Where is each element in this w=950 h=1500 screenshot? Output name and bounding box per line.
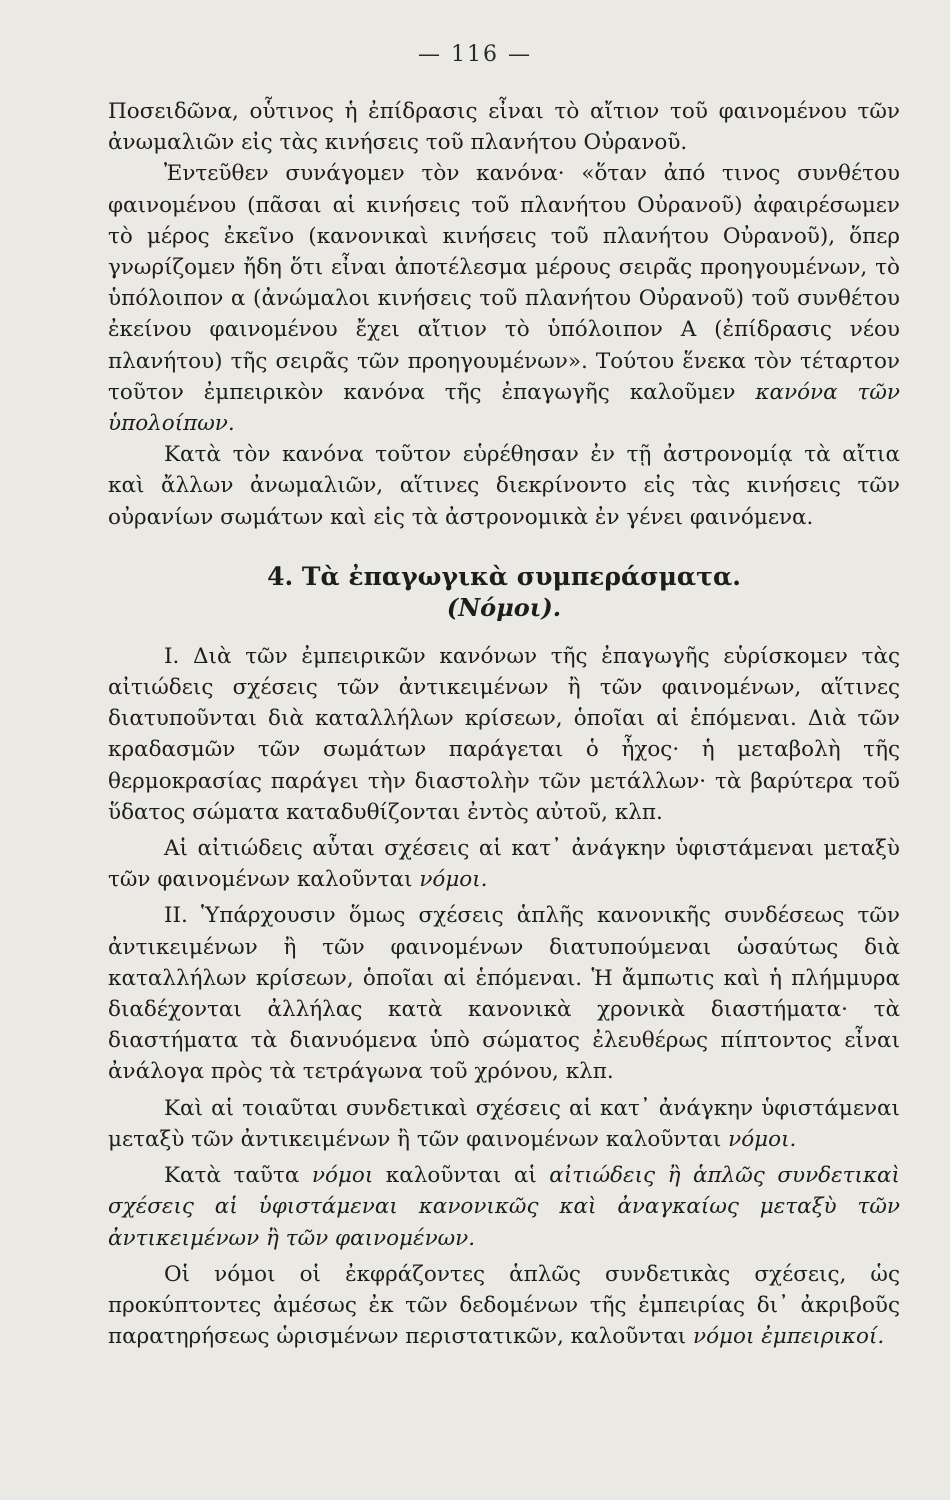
term-laws-2: νόμοι. [728, 1126, 797, 1152]
paragraph-9-text: Οἱ νόμοι οἱ ἐκφράζοντες ἁπλῶς συνδετικὰς σχέσεις, ὡς προκύπτοντες ἀμέσως ἐκ τῶν δεδομένων τῆς ἐμπειρίας δι᾽ ἀκριβοῦς παρατηρήσεως ὡρισμένων περιστατικῶν, καλοῦνται [108, 1261, 900, 1350]
definition-of-laws: αἰτιώδεις ἢ ἁπλῶς συνδετικαὶ σχέσεις αἱ ὑφιστάμεναι κανονικῶς καὶ ἀναγκαίως μεταξὺ τῶν ἀντικειμένων ἢ τῶν φαινομένων. [108, 1163, 900, 1251]
paragraph-2 [108, 158, 900, 439]
section-title: 4. Τὰ ἐπαγωγικὰ συμπεράσματα. [267, 561, 741, 591]
paragraph-7 [108, 1093, 900, 1155]
paragraph-5-text: Αἱ αἰτιώδεις αὗται σχέσεις αἱ κατ᾽ ἀνάγκην ὑφιστάμεναι μεταξὺ τῶν φαινομένων καλοῦνται [108, 836, 900, 893]
paragraph-9 [108, 1259, 900, 1353]
term-laws: νόμοι. [419, 867, 488, 893]
section-subtitle: (Νόμοι). [446, 592, 562, 622]
paragraph-4: I. Διὰ τῶν ἐμπειρικῶν κανόνων τῆς ἐπαγωγῆς εὑρίσκομεν τὰς αἰτιώδεις σχέσεις τῶν ἀντικειμένων ἢ τῶν φαινομένων, αἵτινες διατυποῦνται διὰ καταλλήλων κρίσεων, ὁποῖαι αἱ ἑπόμεναι. Διὰ τῶν κραδασμῶν τῶν σωμάτων παράγεται ὁ ἦχος· ἡ μεταβολὴ τῆς θερμοκρασίας παράγει τὴν διαστολὴν τῶν μετάλλων· τὰ βαρύτερα τοῦ ὕδατος σώματα καταδυθίζονται ἐντὸς αὐτοῦ, κλπ. [108, 643, 900, 825]
paragraph-3: Κατὰ τὸν κανόνα τοῦτον εὑρέθησαν ἐν τῇ ἀστρονομίᾳ τὰ αἴτια καὶ ἄλλων ἀνωμαλιῶν, αἵτινες διεκρίνοντο εἰς τὰς κινήσεις τῶν οὐρανίων σωμάτων καὶ εἰς τὰ ἀστρονομικὰ ἐν γένει φαινόμενα. [108, 442, 900, 530]
term-empirical-laws: νόμοι ἐμπειρικοί. [693, 1324, 885, 1350]
page-number: — 116 — [418, 42, 532, 67]
paragraph-1: Ποσειδῶνα, οὗτινος ἡ ἐπίδρασις εἶναι τὸ αἴτιον τοῦ φαινομένου τῶν ἀνωμαλιῶν εἰς τὰς κινήσεις τοῦ πλανήτου Οὐρανοῦ. [108, 99, 900, 156]
term-laws-3: νόμοι [311, 1163, 374, 1189]
page-body [108, 96, 900, 1352]
paragraph-5 [108, 833, 900, 895]
rule-of-remainders: κανόνα τῶν ὑπολοίπων. [108, 379, 900, 437]
paragraph-8 [108, 1160, 900, 1254]
paragraph-2-text: Ἐντεῦθεν συνάγομεν τὸν κανόνα· «ὅταν ἀπό τινος συνθέτου φαινομένου (πᾶσαι αἱ κινήσεις τοῦ πλανήτου Οὐρανοῦ) ἀφαιρέσωμεν τὸ μέρος ἐκεῖνο (κανονικαὶ κινήσεις τοῦ πλανήτου Οὐρανοῦ), ὅπερ γνωρίζομεν ἤδη ὅτι εἶναι ἀποτέλεσμα μέρους σειρᾶς προηγουμένων, τὸ ὑπόλοιπον α (ἀνώμαλοι κινήσεις τοῦ πλανήτου Οὐρανοῦ) τοῦ συνθέτου ἐκείνου φαινομένου ἔχει αἴτιον τὸ ὑπόλοιπον Α (ἐπίδρασις νέου πλανήτου) τῆς σειρᾶς τῶν προηγουμένων». Τούτου ἕνεκα τὸν τέταρτον τοῦτον ἐμπειρικὸν κανόνα τῆς ἐπαγωγῆς καλοῦμεν [108, 161, 900, 405]
paragraph-8-b: καλοῦνται αἱ [373, 1163, 550, 1189]
paragraph-6: II. Ὑπάρχουσιν ὅμως σχέσεις ἁπλῆς κανονικῆς συνδέσεως τῶν ἀντικειμένων ἢ τῶν φαινομένων διατυπούμεναι ὡσαύτως διὰ καταλλήλων κρίσεων, ὁποῖαι αἱ ἑπόμεναι. Ἡ ἄμπωτις καὶ ἡ πλήμμυρα διαδέχονται ἀλλήλας κατὰ κανονικὰ χρονικὰ διαστήματα· τὰ διαστήματα τὰ διανυόμενα ὑπὸ σώματος ἐλευθέρως πίπτοντος εἶναι ἀνάλογα πρὸς τὰ τετράγωνα τοῦ χρόνου, κλπ. [108, 903, 900, 1085]
paragraph-8-a: Κατὰ ταῦτα [164, 1163, 312, 1189]
paragraph-7-text: Καὶ αἱ τοιαῦται συνδετικαὶ σχέσεις αἱ κατ᾽ ἀνάγκην ὑφιστάμεναι μεταξὺ τῶν ἀντικειμένων ἢ τῶν φαινομένων καλοῦνται [108, 1095, 900, 1152]
